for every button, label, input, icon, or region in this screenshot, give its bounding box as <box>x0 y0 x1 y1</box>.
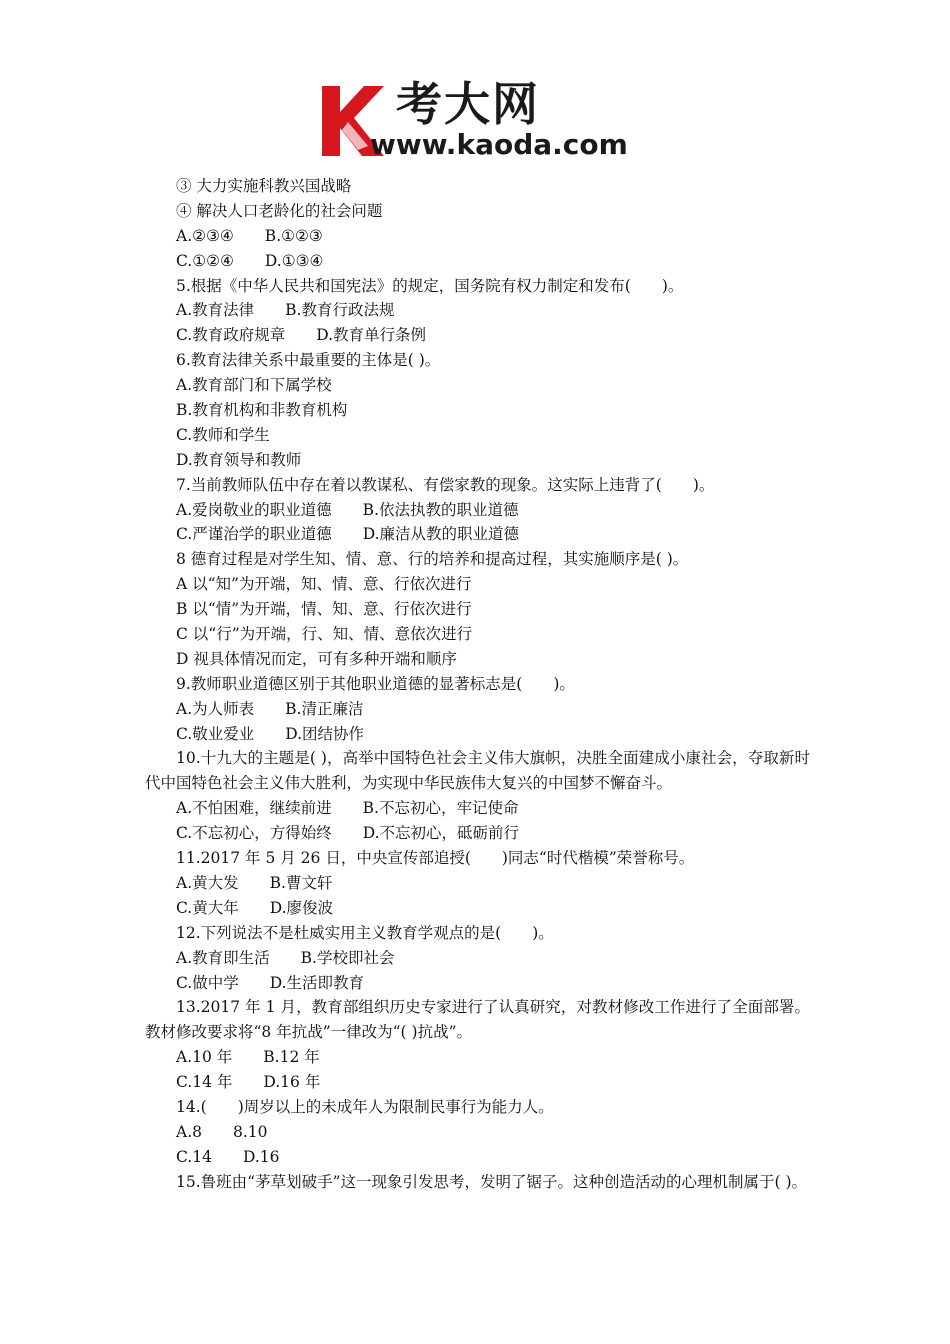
text-line: A.教育法律 B.教育行政法规 <box>176 301 395 320</box>
paragraph: 10.十九大的主题是( )，高举中国特色社会主义伟大旗帜，决胜全面建成小康社会，夺取新时代中国特色社会主义伟大胜利，为实现中华民族伟大复兴的中国梦不懈奋斗。 <box>145 749 810 793</box>
paragraph: 13.2017 年 1 月，教育部组织历史专家进行了认真研究，对教材修改工作进行了全面部署。教材修改要求将“8 年抗战”一律改为“( )抗战”。 <box>145 998 810 1042</box>
text-line: A.教育即生活 B.学校即社会 <box>176 948 395 967</box>
text-line: 7.当前教师队伍中存在着以教谋私、有偿家教的现象。这实际上违背了( )。 <box>176 475 715 494</box>
text-line: C.做中学 D.生活即教育 <box>176 973 365 992</box>
text-line: C.14 年 D.16 年 <box>176 1073 321 1092</box>
text-line: A.8 8.10 <box>176 1122 268 1141</box>
logo-chinese-text: 考大网 <box>396 77 540 131</box>
text-line: C.教育政府规章 D.教育单行条例 <box>176 326 427 345</box>
text-line: ③ 大力实施科教兴国战略 <box>176 177 352 195</box>
text-line: C.敬业爱业 D.团结协作 <box>176 724 365 743</box>
text-line: A.不怕困难，继续前进 B.不忘初心，牢记使命 <box>176 799 519 818</box>
text-line: C.教师和学生 <box>176 425 270 444</box>
text-line: C 以“行”为开端，行、知、情、意依次进行 <box>176 625 473 644</box>
text-line: C.不忘初心，方得始终 D.不忘初心，砥砺前行 <box>176 824 520 843</box>
text-line: D 视具体情况而定，可有多种开端和顺序 <box>176 649 457 668</box>
text-line: A.黄大发 B.曹文轩 <box>176 873 333 892</box>
text-line: 9.教师职业道德区别于其他职业道德的显著标志是( )。 <box>176 674 575 693</box>
text-line: B 以“情”为开端，情、知、意、行依次进行 <box>176 600 472 619</box>
text-line: 14.( )周岁以上的未成年人为限制民事行为能力人。 <box>176 1098 554 1117</box>
text-line: D.教育领导和教师 <box>176 450 302 469</box>
text-line: ④ 解决人口老龄化的社会问题 <box>176 201 383 220</box>
text-line: A.②③④ B.①②③ <box>176 226 323 245</box>
document-body <box>145 174 810 1195</box>
kaoda-logo <box>318 78 648 164</box>
text-line: A 以“知”为开端，知、情、意、行依次进行 <box>176 575 472 594</box>
text-line: C.①②④ D.①③④ <box>176 251 324 270</box>
logo-url-text: www.kaoda.com <box>370 128 628 161</box>
text-line: C.14 D.16 <box>176 1147 280 1166</box>
text-line: 8 德育过程是对学生知、情、意、行的培养和提高过程，其实施顺序是( )。 <box>176 550 689 569</box>
text-line: B.教育机构和非教育机构 <box>176 401 348 420</box>
text-line: 5.根据《中华人民共和国宪法》的规定，国务院有权力制定和发布( )。 <box>176 276 684 295</box>
text-line: 11.2017 年 5 月 26 日，中央宣传部追授( )同志“时代楷模”荣誉称号。 <box>176 849 695 868</box>
text-line: A.为人师表 B.清正廉洁 <box>176 699 364 718</box>
text-line: A.爱岗敬业的职业道德 B.依法执教的职业道德 <box>176 500 519 519</box>
text-line: 6.教育法律关系中最重要的主体是( )。 <box>176 351 441 370</box>
text-line: A.10 年 B.12 年 <box>176 1048 320 1067</box>
text-line: C.严谨治学的职业道德 D.廉洁从教的职业道德 <box>176 525 520 544</box>
text-line: A.教育部门和下属学校 <box>176 376 332 395</box>
text-line: 12.下列说法不是杜威实用主义教育学观点的是( )。 <box>176 923 554 942</box>
text-line: C.黄大年 D.廖俊波 <box>176 898 334 917</box>
paragraph: 15.鲁班由“茅草划破手”这一现象引发思考，发明了锯子。这种创造活动的心理机制属于( )。 <box>176 1172 808 1191</box>
